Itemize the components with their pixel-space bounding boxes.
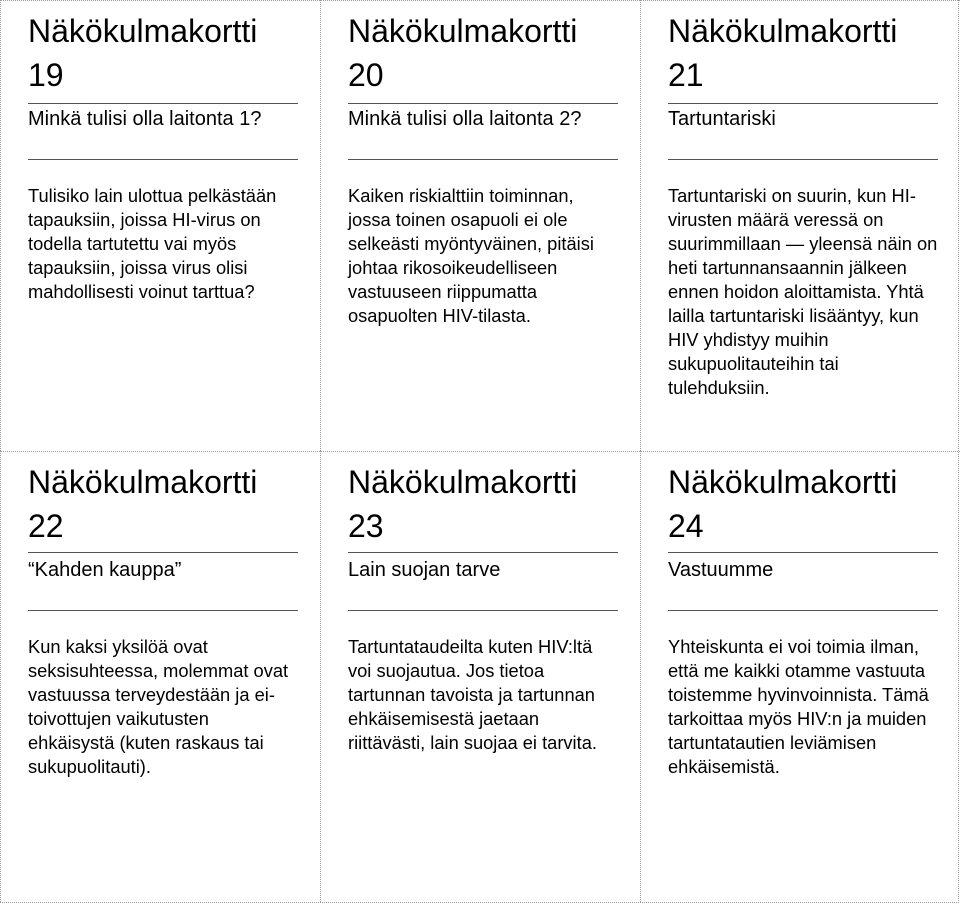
card-title — [668, 9, 948, 97]
card-title-text: Näkökulmakortti — [348, 13, 578, 49]
card-number: 19 — [28, 57, 64, 93]
card-subtitle: Lain suojan tarve — [348, 559, 501, 581]
card-title-text: Näkökulmakortti — [668, 464, 898, 500]
subtitle-bottom-rule — [348, 610, 618, 611]
subtitle-bottom-rule — [348, 159, 618, 160]
card-body: Tulisiko lain ulottua pelkästään tapauksiin, joissa HI-virus on todella tartutettu vai myös tapauksiin, joissa virus olisi mahdollisesti voinut tarttua? — [28, 185, 277, 302]
card-title-text: Näkökulmakortti — [28, 464, 258, 500]
subtitle-bottom-rule — [28, 610, 298, 611]
perspective-card-19 — [0, 0, 320, 451]
subtitle-bottom-rule — [28, 159, 298, 160]
card-subtitle: Tartuntariski — [668, 108, 776, 130]
card-title — [348, 9, 628, 97]
card-title — [348, 460, 628, 548]
subtitle-top-rule — [348, 552, 618, 553]
perspective-card-22 — [0, 451, 320, 902]
card-body: Kaiken riskialttiin toiminnan, jossa toinen osapuoli ei ole selkeästi myöntyväinen, pitäisi johtaa rikosoikeudelliseen vastuuseen riippumatta osapuolten HIV-tilasta. — [348, 185, 594, 326]
subtitle-bottom-rule — [668, 159, 938, 160]
subtitle-top-rule — [28, 552, 298, 553]
card-body: Kun kaksi yksilöä ovat seksisuhteessa, molemmat ovat vastuussa terveydestään ja ei-toivottujen vaikutusten ehkäisystä (kuten raskaus tai sukupuolitauti). — [28, 636, 289, 777]
card-subtitle: Minkä tulisi olla laitonta 2? — [348, 108, 582, 130]
card-body: Tartuntariski on suurin, kun HI-virusten määrä veressä on suurimmillaan — yleensä näin on heti tartunnansaannin jälkeen ennen hoidon aloittamista. Yhtä lailla tartuntariski lisääntyy, kun HIV yhdistyy muihin sukupuolitauteihin tai tulehduksiin. — [668, 185, 938, 398]
card-body: Yhteiskunta ei voi toimia ilman, että me kaikki otamme vastuuta toistemme hyvinvoinnista. Tämä tarkoittaa myös HIV:n ja muiden tartuntatautien leviämisen ehkäisemistä. — [668, 636, 929, 777]
subtitle-top-rule — [348, 103, 618, 104]
card-title — [28, 460, 308, 548]
card-subtitle: “Kahden kauppa” — [28, 559, 182, 581]
card-number: 20 — [348, 57, 384, 93]
card-title — [28, 9, 308, 97]
perspective-card-23 — [320, 451, 640, 902]
card-title-text: Näkökulmakortti — [348, 464, 578, 500]
subtitle-bottom-rule — [668, 610, 938, 611]
card-number: 22 — [28, 508, 64, 544]
perspective-card-20 — [320, 0, 640, 451]
card-number: 24 — [668, 508, 704, 544]
subtitle-top-rule — [668, 552, 938, 553]
perspective-card-24 — [640, 451, 960, 902]
card-number: 21 — [668, 57, 704, 93]
card-body: Tartuntataudeilta kuten HIV:ltä voi suojautua. Jos tietoa tartunnan tavoista ja tartunnan ehkäisemisestä jaetaan riittävästi, lain suojaa ei tarvita. — [348, 636, 597, 753]
card-subtitle: Minkä tulisi olla laitonta 1? — [28, 108, 262, 130]
perspective-card-21 — [640, 0, 960, 451]
subtitle-top-rule — [668, 103, 938, 104]
subtitle-top-rule — [28, 103, 298, 104]
card-title-text: Näkökulmakortti — [668, 13, 898, 49]
card-title — [668, 460, 948, 548]
card-number: 23 — [348, 508, 384, 544]
card-subtitle: Vastuumme — [668, 559, 774, 581]
card-title-text: Näkökulmakortti — [28, 13, 258, 49]
